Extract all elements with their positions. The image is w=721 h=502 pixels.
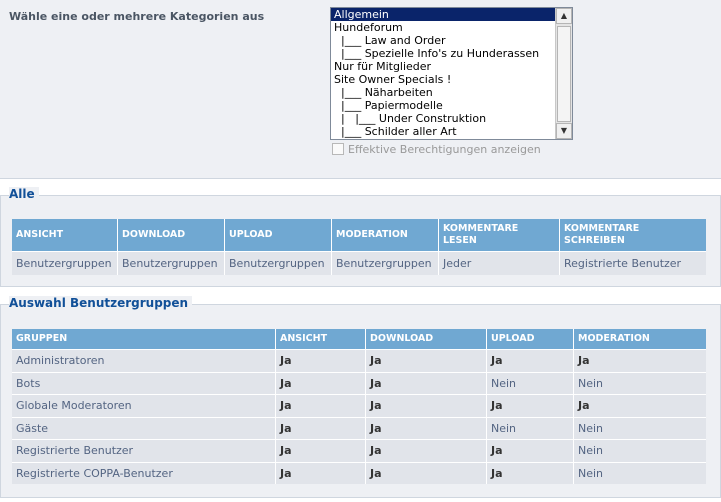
- permission-cell: Nein: [487, 372, 574, 395]
- permission-cell: Nein: [574, 417, 706, 440]
- table-cell: Registrierte Benutzer: [560, 251, 706, 275]
- table-cell: Benutzergruppen: [12, 251, 118, 275]
- column-header: UPLOAD: [487, 329, 574, 349]
- column-header: ANSICHT: [276, 329, 366, 349]
- category-option[interactable]: |___ Spezielle Info's zu Hunderassen: [334, 47, 540, 60]
- permission-cell: Nein: [487, 417, 574, 440]
- permission-cell: Ja: [487, 462, 574, 485]
- column-header: GRUPPEN: [12, 329, 276, 349]
- table-row: [12, 462, 706, 485]
- permission-cell: Nein: [574, 462, 706, 485]
- category-listbox[interactable]: [330, 7, 573, 140]
- show-permissions-label: Effektive Berechtigungen anzeigen: [348, 142, 541, 156]
- category-option[interactable]: Site Owner Specials !: [334, 73, 452, 86]
- permission-cell: Ja: [276, 462, 366, 485]
- category-option[interactable]: Allgemein: [331, 8, 555, 21]
- category-option[interactable]: | |___ Under Construktion: [334, 112, 487, 125]
- category-option[interactable]: Nur für Mitglieder: [334, 60, 432, 73]
- category-option[interactable]: Hundeforum: [334, 21, 403, 34]
- permission-cell: Ja: [276, 417, 366, 440]
- category-option[interactable]: |___ Näharbeiten: [334, 86, 433, 99]
- permission-cell: Ja: [574, 394, 706, 417]
- permission-cell: Ja: [366, 462, 487, 485]
- group-name-cell: Registrierte Benutzer: [12, 439, 276, 462]
- table-row: [12, 349, 706, 372]
- category-panel: [0, 0, 721, 179]
- all-permissions-table: [12, 219, 706, 275]
- table-row: [12, 372, 706, 395]
- scroll-up-icon[interactable]: ▲: [556, 8, 572, 24]
- permission-cell: Ja: [276, 439, 366, 462]
- permission-cell: Ja: [366, 394, 487, 417]
- listbox-scrollbar[interactable]: [555, 8, 572, 139]
- group-name-cell: Gäste: [12, 417, 276, 440]
- permission-cell: Ja: [366, 349, 487, 372]
- permission-cell: Ja: [276, 372, 366, 395]
- table-cell: Benutzergruppen: [118, 251, 225, 275]
- show-permissions-checkbox[interactable]: [332, 143, 344, 155]
- column-header: MODERATION: [332, 219, 439, 251]
- category-options: [331, 8, 555, 138]
- group-permissions-table: [12, 329, 706, 484]
- group-name-cell: Administratoren: [12, 349, 276, 372]
- table-header-row: [12, 219, 706, 251]
- scroll-down-icon[interactable]: ▼: [556, 123, 572, 139]
- permission-cell: Ja: [276, 394, 366, 417]
- show-permissions-row[interactable]: [332, 142, 541, 156]
- group-name-cell: Bots: [12, 372, 276, 395]
- column-header: KOMMENTARE LESEN: [439, 219, 560, 251]
- category-label: Wähle eine oder mehrere Kategorien aus: [9, 10, 265, 23]
- table-cell: Benutzergruppen: [225, 251, 332, 275]
- permission-cell: Ja: [574, 349, 706, 372]
- category-option[interactable]: |___ Papiermodelle: [334, 99, 443, 112]
- groups-legend: Auswahl Benutzergruppen: [9, 296, 192, 310]
- table-row: [12, 394, 706, 417]
- group-name-cell: Registrierte COPPA-Benutzer: [12, 462, 276, 485]
- column-header: KOMMENTARE SCHREIBEN: [560, 219, 706, 251]
- permission-cell: Ja: [366, 372, 487, 395]
- table-cell: Jeder: [439, 251, 560, 275]
- permission-cell: Ja: [366, 439, 487, 462]
- permission-cell: Ja: [276, 349, 366, 372]
- column-header: UPLOAD: [225, 219, 332, 251]
- group-name-cell: Globale Moderatoren: [12, 394, 276, 417]
- category-option[interactable]: |___ Law and Order: [334, 34, 446, 47]
- permission-cell: Ja: [487, 394, 574, 417]
- table-cell: Benutzergruppen: [332, 251, 439, 275]
- scroll-thumb[interactable]: [557, 26, 571, 122]
- column-header: MODERATION: [574, 329, 706, 349]
- category-option[interactable]: |___ Schilder aller Art: [334, 125, 457, 138]
- permission-cell: Nein: [574, 439, 706, 462]
- permission-cell: Nein: [574, 372, 706, 395]
- table-row: [12, 439, 706, 462]
- column-header: ANSICHT: [12, 219, 118, 251]
- permission-cell: Ja: [487, 349, 574, 372]
- permission-cell: Ja: [366, 417, 487, 440]
- table-row: [12, 417, 706, 440]
- column-header: DOWNLOAD: [366, 329, 487, 349]
- table-row: [12, 251, 706, 275]
- all-legend: Alle: [9, 187, 39, 201]
- column-header: DOWNLOAD: [118, 219, 225, 251]
- table-header-row: [12, 329, 706, 349]
- permission-cell: Ja: [487, 439, 574, 462]
